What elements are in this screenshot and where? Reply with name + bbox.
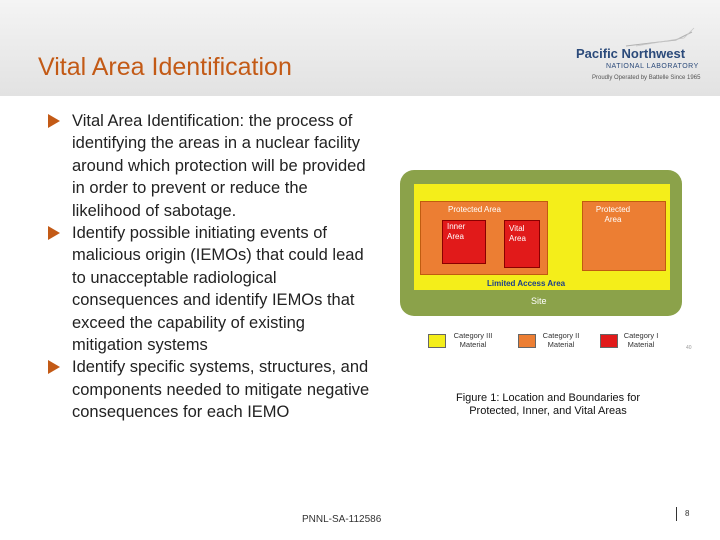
legend-label-cat1: Category I Material [623,331,659,349]
diagram-page-mark: 40 [686,345,692,351]
logo-line1: Pacific Northwest [576,46,686,61]
area-diagram [400,170,682,318]
page-number-divider [676,507,677,521]
legend-label-cat3: Category III Material [453,331,493,349]
bullet-item [48,222,378,356]
figure-caption: Figure 1: Location and Boundaries for Protected, Inner, and Vital Areas [455,392,641,417]
protected-area-label-2: Protected Area [595,205,631,224]
bullet-arrow-icon [48,360,60,374]
legend-swatch-cat2 [518,334,536,348]
page-number: 8 [685,509,690,518]
legend-label-cat2: Category II Material [542,331,580,349]
logo-line3: Proudly Operated by Battelle Since 1965 [592,75,701,81]
diagram-legend [428,331,710,355]
slide-title: Vital Area Identification [38,53,292,81]
legend-swatch-cat3 [428,334,446,348]
bullet-text: Identify possible initiating events of malicious origin (IEMOs) that could lead to unacceptable radiological consequences and identify IEMOs that exceed the capability of existing mitigation systems [72,224,364,355]
logo-swoosh-icon [566,26,706,48]
site-label: Site [531,296,547,306]
vital-area-label: Vital Area [509,224,526,243]
inner-area-label: Inner Area [447,222,466,241]
protected-area-label: Protected Area [448,205,501,214]
bullet-arrow-icon [48,226,60,240]
bullet-arrow-icon [48,114,60,128]
bullet-item [48,110,378,222]
bullet-text: Identify specific systems, structures, and components needed to mitigate negative consequences for each IEMO [72,358,370,422]
bullet-text: Vital Area Identification: the process of identifying the areas in a nuclear facility around which protection will be provided in order to prevent or reduce the likelihood of sabotage. [72,112,366,220]
bullet-list [48,110,378,424]
footer-code: PNNL-SA-112586 [302,514,382,525]
pnnl-logo [566,26,706,86]
bullet-item [48,356,378,423]
logo-line2: NATIONAL LABORATORY [606,63,699,70]
limited-access-label: Limited Access Area [487,279,566,288]
